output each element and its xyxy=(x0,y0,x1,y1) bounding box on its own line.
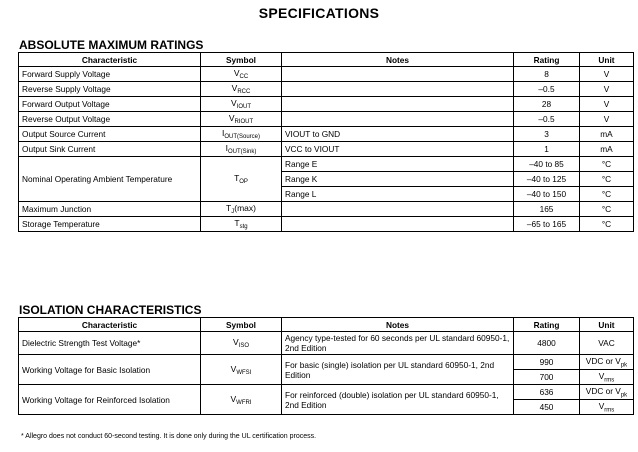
basic-rating-rms: 700 xyxy=(514,370,580,385)
table-row xyxy=(19,127,634,142)
reinforced-unit-dc: VDC or $V_{pk}$ xyxy=(580,385,634,400)
row-unit: mA xyxy=(580,127,634,142)
row-note xyxy=(282,97,514,112)
dielectric-symbol: $V_{ISO}$ xyxy=(201,332,282,355)
basic-unit-rms: $V_{rms}$ xyxy=(580,370,634,385)
col-header-notes: Notes xyxy=(282,53,514,67)
row-symbol: $V_{CC}$ xyxy=(201,67,282,82)
ambient-note-l: Range L xyxy=(282,187,514,202)
basic-note: For basic (single) isolation per UL standard 60950-1, 2nd Edition xyxy=(282,355,514,385)
col-header-rating: Rating xyxy=(514,53,580,67)
storage-unit: °C xyxy=(580,217,634,232)
page-title: SPECIFICATIONS xyxy=(258,5,380,21)
reinforced-note: For reinforced (double) isolation per UL standard 60950-1, 2nd Edition xyxy=(282,385,514,415)
table-header-row xyxy=(19,53,634,67)
row-char: Output Sink Current xyxy=(19,142,201,157)
storage-note xyxy=(282,217,514,232)
isolation-heading: ISOLATION CHARACTERISTICS xyxy=(19,303,202,317)
table-row xyxy=(19,97,634,112)
row-note xyxy=(282,67,514,82)
footnote: * Allegro does not conduct 60-second testing. It is done only during the UL certification process. xyxy=(21,433,317,440)
basic-unit-dc: VDC or $V_{pk}$ xyxy=(580,355,634,370)
basic-char: Working Voltage for Basic Isolation xyxy=(19,355,201,385)
row-char: Output Source Current xyxy=(19,127,201,142)
storage-symbol: $T_{stg}$ xyxy=(201,217,282,232)
ambient-char: Nominal Operating Ambient Temperature xyxy=(19,157,201,202)
col-header-characteristic: Characteristic xyxy=(19,318,201,332)
row-rating: 8 xyxy=(514,67,580,82)
row-unit: V xyxy=(580,112,634,127)
junction-unit: °C xyxy=(580,202,634,217)
basic-rating-dc: 990 xyxy=(514,355,580,370)
row-rating: –0.5 xyxy=(514,82,580,97)
ambient-rating-l: –40 to 150 xyxy=(514,187,580,202)
row-note: VIOUT to GND xyxy=(282,127,514,142)
row-symbol: $V_{RIOUT}$ xyxy=(201,112,282,127)
row-symbol: $I_{OUT(Sink)}$ xyxy=(201,142,282,157)
table-row xyxy=(19,217,634,232)
row-rating: 28 xyxy=(514,97,580,112)
table-row xyxy=(19,202,634,217)
reinforced-rating-dc: 636 xyxy=(514,385,580,400)
row-unit: V xyxy=(580,82,634,97)
col-header-symbol: Symbol xyxy=(201,318,282,332)
col-header-unit: Unit xyxy=(580,53,634,67)
reinforced-symbol: $V_{WFRI}$ xyxy=(201,385,282,415)
table-row xyxy=(19,332,634,355)
ambient-unit-k: °C xyxy=(580,172,634,187)
row-char: Forward Supply Voltage xyxy=(19,67,201,82)
row-note: VCC to VIOUT xyxy=(282,142,514,157)
dielectric-char: Dielectric Strength Test Voltage* xyxy=(19,332,201,355)
row-rating: 1 xyxy=(514,142,580,157)
junction-rating: 165 xyxy=(514,202,580,217)
table-row xyxy=(19,385,634,400)
row-unit: mA xyxy=(580,142,634,157)
ambient-note-k: Range K xyxy=(282,172,514,187)
col-header-symbol: Symbol xyxy=(201,53,282,67)
dielectric-rating: 4800 xyxy=(514,332,580,355)
ambient-symbol: $T_{OP}$ xyxy=(201,157,282,202)
table-header-row xyxy=(19,318,634,332)
basic-symbol: $V_{WFSI}$ xyxy=(201,355,282,385)
row-note xyxy=(282,82,514,97)
row-symbol: $V_{RCC}$ xyxy=(201,82,282,97)
col-header-characteristic: Characteristic xyxy=(19,53,201,67)
ambient-unit-l: °C xyxy=(580,187,634,202)
ambient-unit-e: °C xyxy=(580,157,634,172)
storage-rating: –65 to 165 xyxy=(514,217,580,232)
row-rating: –0.5 xyxy=(514,112,580,127)
row-char: Forward Output Voltage xyxy=(19,97,201,112)
row-note xyxy=(282,112,514,127)
row-char: Reverse Output Voltage xyxy=(19,112,201,127)
row-unit: V xyxy=(580,67,634,82)
ambient-rating-e: –40 to 85 xyxy=(514,157,580,172)
reinforced-rating-rms: 450 xyxy=(514,400,580,415)
abs-max-heading: ABSOLUTE MAXIMUM RATINGS xyxy=(19,38,204,52)
row-rating: 3 xyxy=(514,127,580,142)
table-row xyxy=(19,67,634,82)
col-header-notes: Notes xyxy=(282,318,514,332)
row-char: Reverse Supply Voltage xyxy=(19,82,201,97)
table-row xyxy=(19,82,634,97)
junction-symbol: $T_J(\max)$ xyxy=(201,202,282,217)
ambient-rating-k: –40 to 125 xyxy=(514,172,580,187)
table-row xyxy=(19,112,634,127)
table-row xyxy=(19,355,634,370)
col-header-rating: Rating xyxy=(514,318,580,332)
reinforced-char: Working Voltage for Reinforced Isolation xyxy=(19,385,201,415)
isolation-table xyxy=(18,317,634,415)
junction-note xyxy=(282,202,514,217)
ambient-note-e: Range E xyxy=(282,157,514,172)
abs-max-table xyxy=(18,52,634,232)
table-row xyxy=(19,142,634,157)
dielectric-unit: VAC xyxy=(580,332,634,355)
col-header-unit: Unit xyxy=(580,318,634,332)
dielectric-note: Agency type-tested for 60 seconds per UL standard 60950-1, 2nd Edition xyxy=(282,332,514,355)
table-row xyxy=(19,157,634,172)
reinforced-unit-rms: $V_{rms}$ xyxy=(580,400,634,415)
row-unit: V xyxy=(580,97,634,112)
row-symbol: $V_{IOUT}$ xyxy=(201,97,282,112)
junction-char: Maximum Junction xyxy=(19,202,201,217)
row-symbol: $I_{OUT(Source)}$ xyxy=(201,127,282,142)
storage-char: Storage Temperature xyxy=(19,217,201,232)
